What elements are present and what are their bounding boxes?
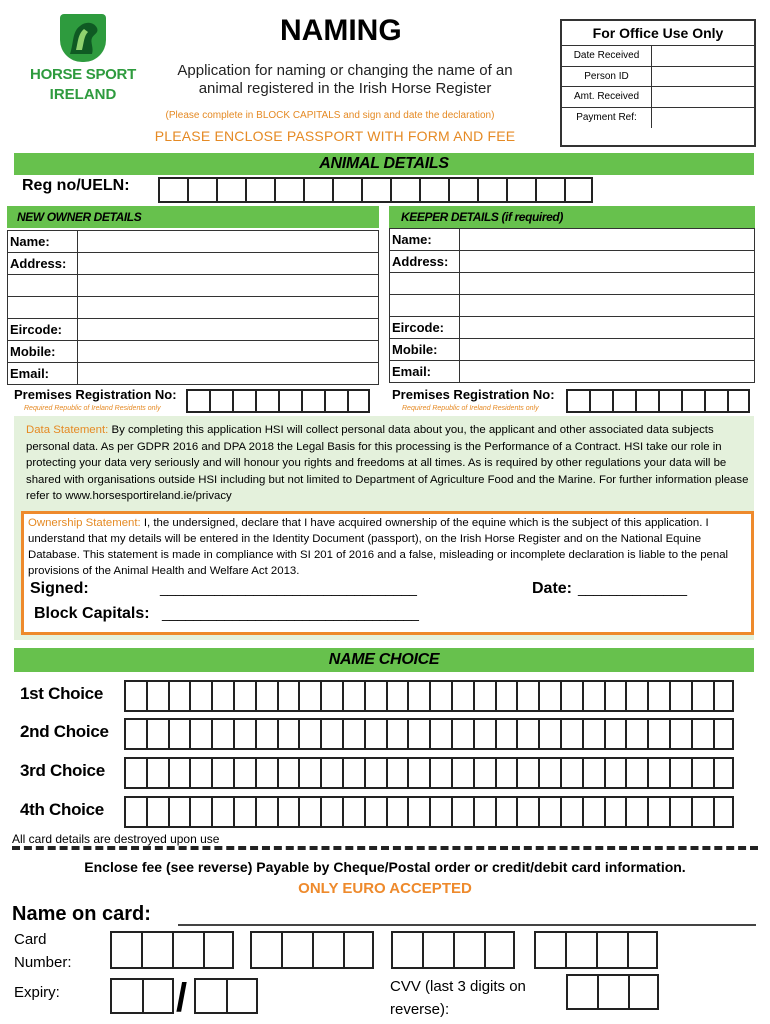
keeper-premises-label: Premises Registration No: — [392, 387, 555, 402]
expiry-month-boxes[interactable] — [110, 978, 174, 1014]
owner-eircode-input[interactable] — [78, 319, 379, 341]
keeper-premises-note: Required Republic of Ireland Residents only — [402, 405, 539, 412]
expiry-slash: / — [176, 976, 188, 1020]
keeper-eircode-input[interactable] — [460, 317, 755, 339]
keeper-heading: KEEPER DETAILS (if required) — [389, 206, 755, 228]
horse-head-icon — [60, 14, 106, 62]
ownership-statement — [28, 515, 750, 579]
keeper-address-input-3[interactable] — [460, 295, 755, 317]
data-statement — [26, 422, 750, 505]
block-capitals-label: Block Capitals: — [34, 605, 150, 622]
tear-line — [12, 846, 758, 850]
second-choice-label: 2nd Choice — [20, 722, 109, 741]
owner-premises-label: Premises Registration No: — [14, 387, 177, 402]
office-use-box — [560, 19, 756, 147]
name-choice-heading: NAME CHOICE — [14, 648, 754, 672]
animal-details-heading: ANIMAL DETAILS — [14, 153, 754, 175]
owner-premises-boxes[interactable] — [186, 389, 370, 413]
fee-instructions: Enclose fee (see reverse) Payable by Cheque/Postal order or credit/debit card information. — [84, 859, 686, 875]
euro-only-notice: ONLY EURO ACCEPTED — [298, 880, 472, 897]
cvv-boxes[interactable] — [566, 974, 659, 1010]
fourth-choice-boxes[interactable] — [124, 796, 734, 828]
data-statement-text: By completing this application HSI will collect personal data about you, the applicant and other associated data subjects personal data. As per GDPR 2016 and DPA 2018 the Legal Basis for this processing is the Performance of a Contract. HSI take our role in protecting your data very seriously and will honour you rights and freedoms at all times. As is required by other regulations your data will be shared with organisations outside HSI including but not limited to Department of Agriculture Food and the Marine. For further information please refer to www.horsesportireland.ie/privacy — [26, 424, 749, 502]
first-choice-label: 1st Choice — [20, 684, 103, 703]
subtitle-line-2: animal registered in the Irish Horse Register — [198, 80, 492, 97]
keeper-address-input-2[interactable] — [460, 273, 755, 295]
keeper-details-table — [389, 228, 755, 383]
card-number-label-line1: Card — [14, 931, 47, 948]
owner-name-label: Name: — [8, 231, 78, 253]
block-capitals-note: (Please complete in BLOCK CAPITALS and sign and date the declaration) — [165, 110, 495, 121]
date-line[interactable]: ______________ — [578, 580, 688, 596]
owner-name-input[interactable] — [78, 231, 379, 253]
logo-text-line2: IRELAND — [49, 86, 117, 103]
office-person-id-field[interactable] — [652, 67, 754, 87]
data-statement-label: Data Statement: — [26, 424, 109, 436]
name-on-card-line[interactable] — [178, 924, 756, 926]
new-owner-heading: NEW OWNER DETAILS — [7, 206, 379, 228]
office-amount-label: Amt. Received — [562, 87, 652, 107]
owner-address-input-2[interactable] — [78, 275, 379, 297]
owner-premises-note: Required Republic of Ireland Residents only — [24, 405, 161, 412]
keeper-name-input[interactable] — [460, 229, 755, 251]
keeper-mobile-label: Mobile: — [390, 339, 460, 361]
card-number-group-1[interactable] — [110, 931, 234, 969]
card-destroyed-note: All card details are destroyed upon use — [12, 832, 220, 846]
keeper-premises-boxes[interactable] — [566, 389, 750, 413]
owner-mobile-label: Mobile: — [8, 341, 78, 363]
office-date-received-field[interactable] — [652, 46, 754, 66]
signed-line[interactable]: _________________________________ — [160, 580, 417, 596]
expiry-label: Expiry: — [14, 984, 60, 1001]
enclose-notice: PLEASE ENCLOSE PASSPORT WITH FORM AND FEE — [154, 128, 516, 144]
owner-email-input[interactable] — [78, 363, 379, 385]
first-choice-boxes[interactable] — [124, 680, 734, 712]
office-payment-ref-label: Payment Ref: — [562, 108, 652, 129]
third-choice-label: 3rd Choice — [20, 761, 105, 780]
card-number-group-4[interactable] — [534, 931, 658, 969]
owner-address-input-1[interactable] — [78, 253, 379, 275]
block-capitals-line[interactable]: _________________________________ — [162, 605, 419, 621]
owner-details-table — [7, 230, 379, 385]
owner-eircode-label: Eircode: — [8, 319, 78, 341]
page-title: NAMING — [280, 14, 402, 47]
owner-email-label: Email: — [8, 363, 78, 385]
keeper-email-label: Email: — [390, 361, 460, 383]
second-choice-boxes[interactable] — [124, 718, 734, 750]
card-number-label — [14, 928, 72, 974]
fourth-choice-label: 4th Choice — [20, 800, 104, 819]
office-person-id-label: Person ID — [562, 67, 652, 87]
owner-address-input-3[interactable] — [78, 297, 379, 319]
keeper-mobile-input[interactable] — [460, 339, 755, 361]
keeper-address-input-1[interactable] — [460, 251, 755, 273]
card-number-label-line2: Number: — [14, 954, 72, 971]
office-date-received-label: Date Received — [562, 46, 652, 66]
office-use-title: For Office Use Only — [562, 21, 754, 46]
cvv-label-line1: CVV (last 3 digits on — [390, 978, 526, 995]
expiry-year-boxes[interactable] — [194, 978, 258, 1014]
subtitle-line-1: Application for naming or changing the name of an — [177, 62, 513, 79]
cvv-label — [390, 975, 526, 1021]
owner-mobile-input[interactable] — [78, 341, 379, 363]
regno-label: Reg no/UELN: — [22, 177, 130, 194]
regno-boxes[interactable] — [158, 177, 593, 203]
page-subtitle — [150, 62, 540, 98]
office-payment-ref-field[interactable] — [652, 108, 754, 129]
third-choice-boxes[interactable] — [124, 757, 734, 789]
keeper-eircode-label: Eircode: — [390, 317, 460, 339]
keeper-name-label: Name: — [390, 229, 460, 251]
office-amount-field[interactable] — [652, 87, 754, 107]
card-number-group-2[interactable] — [250, 931, 374, 969]
owner-address-label: Address: — [8, 253, 78, 275]
ownership-statement-label: Ownership Statement: — [28, 517, 141, 529]
hsi-logo — [22, 14, 142, 106]
cvv-label-line2: reverse): — [390, 1001, 450, 1018]
keeper-email-input[interactable] — [460, 361, 755, 383]
date-label: Date: — [532, 580, 573, 597]
keeper-address-label: Address: — [390, 251, 460, 273]
ownership-statement-text: I, the undersigned, declare that I have acquired ownership of the equine which is the subject of this application. I understand that my details will be entered in the Identity Document (passport), on the Irish Horse Register and on the National Equine Database. This statement is made in compliance with SI 201 of 2016 and a false, misleading or incomplete declaration is liable to the penal provisions of the Animal Health and Welfare Act 2013. — [28, 517, 729, 577]
card-number-group-3[interactable] — [391, 931, 515, 969]
name-on-card-label: Name on card: — [12, 903, 151, 925]
logo-text-line1: HORSE SPORT — [30, 66, 136, 83]
signed-label: Signed: — [30, 580, 89, 597]
